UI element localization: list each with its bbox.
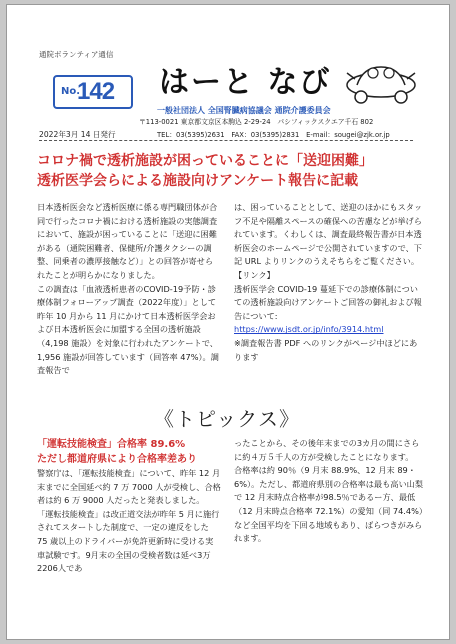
topic-paragraph: ったことから、その後年末までの3カ月の間にさらに約４万５千人の方が受検したことになります。 — [234, 438, 420, 462]
topic-paragraph: 「運転技能検査」は改正道交法が昨年 5 月に施行されてスタートした制度で、一定の違反をした 75 歳以上のドライバーが免許更新時に受ける実車試験です。9月末の全国の受検者数は延べ3万2206人であ — [37, 508, 220, 574]
topic-column-2 — [234, 437, 424, 546]
link-note: ※調査報告書 PDF へのリンクがページ中ほどにあります — [234, 337, 418, 362]
main-headline — [37, 151, 373, 191]
article-paragraph: 日本透析医会など透析医療に係る専門職団体が合同で行ったコロナ禍における透析施設の実態調査において、施設が困っていることに「送迎に困難がある（通院困難者、保健所/介護タクシーの調整、同乗者の濃厚接触など）」との回答が寄せられたことが明らかになりました。 — [37, 202, 218, 280]
article-column-2 — [234, 201, 424, 364]
topic-paragraph: 警察庁は、「運転技能検査」について、昨年 12 月末までに全国延べ約 7 万 7000 人が受検し、合格者は約 6 万 9000 人だったと発表しました。 — [37, 468, 221, 506]
newsletter-title: はーと なび — [159, 65, 332, 100]
link-label: 【リンク】 — [234, 269, 275, 280]
article-column-1 — [37, 201, 221, 378]
newsletter-page — [6, 4, 450, 640]
publisher: 一般社団法人 全国腎臓病協議会 通院介護委員会 — [157, 106, 331, 115]
issue-number: 142 — [77, 78, 115, 105]
issue-no-label: No. — [61, 86, 81, 97]
topic-subheadline — [37, 437, 197, 467]
issue-date: 2022年3月 14 日発行 — [39, 130, 116, 139]
divider — [39, 140, 413, 141]
car-mascot-icon — [341, 55, 421, 105]
topic-subheadline-line-1: 「運転技能検査」合格率 89.6% — [37, 439, 186, 450]
issue-badge — [53, 75, 133, 109]
address: 〒113-0021 東京都文京区本駒込 2-29-24 パシフィックスクエア千石 802 — [139, 118, 374, 126]
topic-subheadline-line-2: ただし都道府県により合格率差あり — [37, 454, 197, 465]
topic-column-1 — [37, 467, 221, 576]
series-label: 通院ボランティア通信 — [39, 50, 114, 59]
report-link[interactable]: https://www.jsdt.or.jp/info/3914.html — [234, 324, 384, 335]
topics-heading: 《トピックス》 — [154, 407, 300, 431]
headline-line-2: 透析医学会らによる施設向けアンケート報告に記載 — [37, 173, 359, 189]
article-paragraph: は、困っていることとして、送迎のほかにもスタッフ不足や隔離スペースの確保への苦慮などが挙げられています。くわしくは、調査最終報告書が日本透析医会のホームページで公開されていますので、下記 URL よりリンクのうえそちらをご覧ください。 — [234, 202, 423, 267]
link-description: 透析医学会 COVID-19 蔓延下での診療体制についての透析施設向けアンケートご回答の御礼および報告について: — [234, 283, 422, 321]
headline-line-1: コロナ禍で透析施設が困っていることに「送迎困難」 — [37, 153, 373, 169]
contact-info: TEL：03(5395)2631 FAX：03(5395)2831 E-mail：sougei@zjk.or.jp — [157, 131, 390, 139]
article-paragraph: この調査は「血液透析患者のCOVID-19予防・診療体制フォローアップ調査（2022年度）」として昨年 10 月から 11 月にかけて日本透析医学会および日本透析医会に加盟する全国の透析施設（4,198 施設）を対象に行われたアンケートで、1,956 施設が回答しています（回答率 47%）。調査報告で — [37, 283, 219, 376]
topic-paragraph: 合格率は約 90％（9 月末 88.9%、12 月末 89・6%）。ただし、都道府県別の合格率は最も高い山梨で 12 月末時点合格率が98.5％であるー方、最低（12 月末時点合格率 72.1%）の愛知（同 74.4%）など全国平均を下回る地域もあり、ばらつきがみられます。 — [234, 465, 424, 544]
